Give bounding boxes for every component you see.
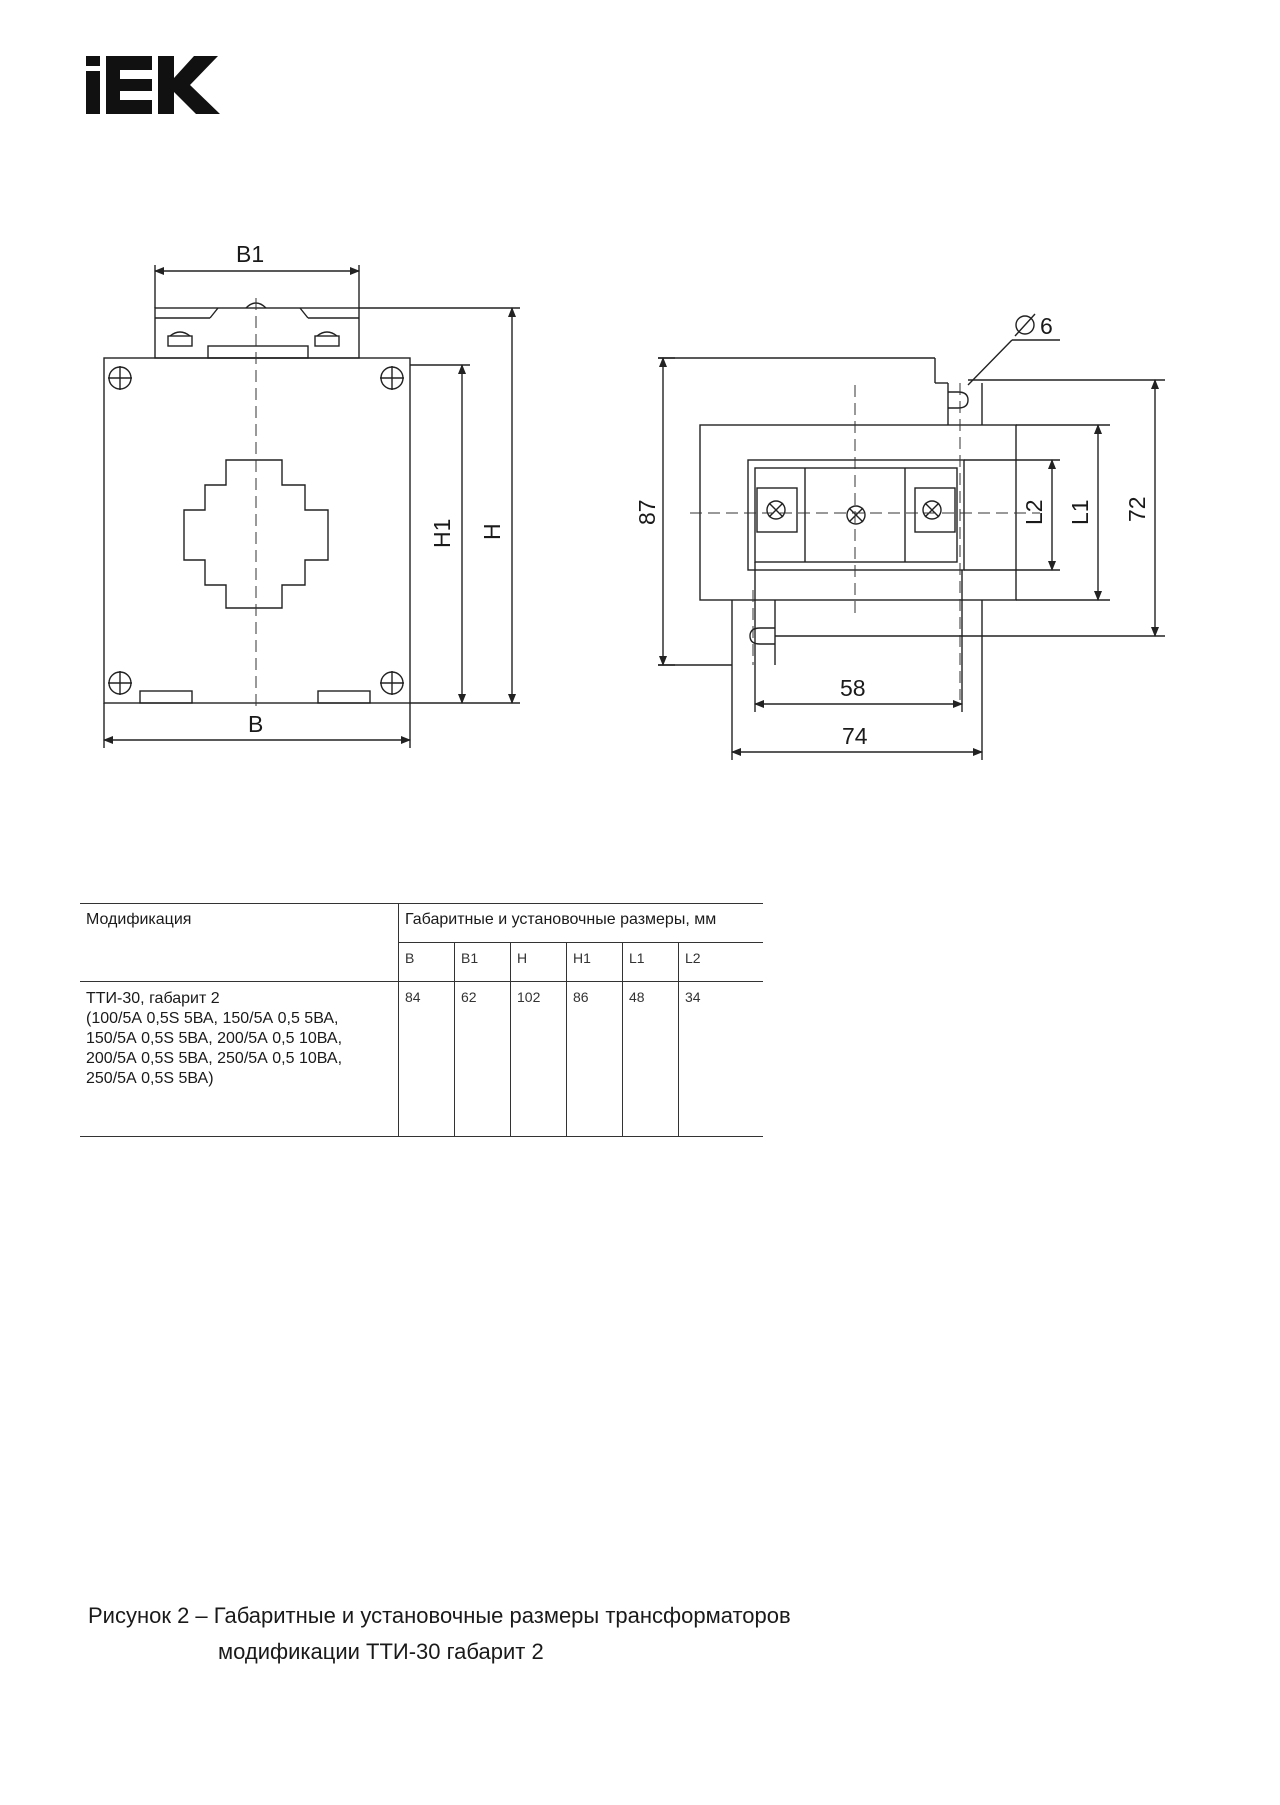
dimensions-table xyxy=(80,903,763,1137)
label-74: 74 xyxy=(842,723,868,749)
col-L1: L1 xyxy=(623,943,679,982)
cell-B1: 62 xyxy=(455,982,511,1137)
label-H: H xyxy=(479,523,505,540)
col-H1: H1 xyxy=(567,943,623,982)
label-B1: B1 xyxy=(236,241,265,267)
cell-H1: 86 xyxy=(567,982,623,1137)
figure-caption xyxy=(88,1598,791,1670)
cell-modification: ТТИ-30, габарит 2 (100/5А 0,5S 5ВА, 150/5А 0,5 5ВА, 150/5А 0,5S 5ВА, 200/5А 0,5 10ВА, 200/5А 0,5S 5ВА, 250/5А 0,5 10ВА, 250/5А 0,5S 5ВА) xyxy=(80,982,399,1137)
label-L2: L2 xyxy=(1021,499,1047,525)
caption-line-2: модификации ТТИ-30 габарит 2 xyxy=(218,1639,544,1664)
table-row xyxy=(80,982,763,1137)
col-B1: B1 xyxy=(455,943,511,982)
col-H: H xyxy=(511,943,567,982)
label-H1: H1 xyxy=(429,518,455,548)
cell-H: 102 xyxy=(511,982,567,1137)
label-diameter-6: 6 xyxy=(1040,313,1053,339)
label-58: 58 xyxy=(840,675,866,701)
cell-L1: 48 xyxy=(623,982,679,1137)
label-L1: L1 xyxy=(1067,499,1093,525)
label-72: 72 xyxy=(1124,496,1150,522)
col-L2: L2 xyxy=(679,943,764,982)
diameter-symbol xyxy=(1015,314,1035,336)
cell-B: 84 xyxy=(399,982,455,1137)
label-87: 87 xyxy=(634,499,660,525)
dimension-drawing xyxy=(0,0,1280,800)
col-B: B xyxy=(399,943,455,982)
header-dimensions: Габаритные и установочные размеры, мм xyxy=(399,904,764,943)
label-B: B xyxy=(248,711,264,737)
cell-L2: 34 xyxy=(679,982,764,1137)
caption-line-1: Рисунок 2 – Габаритные и установочные размеры трансформаторов xyxy=(88,1603,791,1628)
header-modification: Модификация xyxy=(80,904,399,982)
